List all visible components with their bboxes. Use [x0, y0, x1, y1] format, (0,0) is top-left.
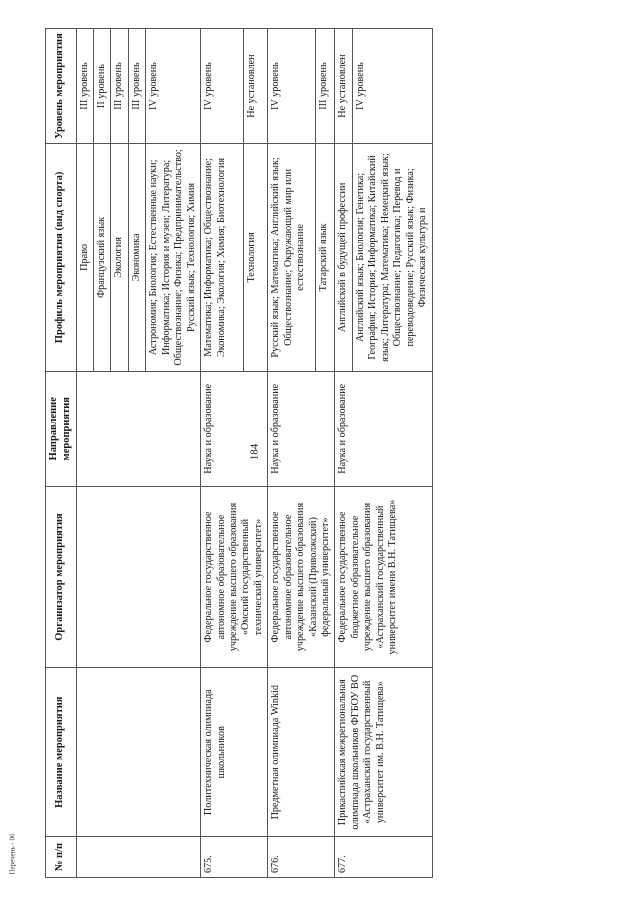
- level-cell: IV уровень: [352, 29, 432, 144]
- header-profile: Профиль мероприятия (вид спорта): [46, 144, 77, 372]
- event-name-cell: Предметная олимпиада Winkid: [268, 668, 335, 837]
- organizer-cell: Федеральное государственное автономное образовательное учреждение высшего образования «Казанский (Приволжский) федеральный университет»: [268, 486, 335, 668]
- profile-cell: Татарский язык: [315, 144, 335, 372]
- direction-cell: Наука и образование: [335, 371, 432, 486]
- level-cell: Не установлен: [335, 29, 352, 144]
- footer-note: Перечень - 06: [8, 833, 17, 875]
- page-number: 184: [248, 443, 261, 461]
- profile-cell: Астрономия; Биология; Естественные науки; Информатика; История и музеи; Литература; Обществознание; Физика; Предпринимательство; Русский язык; Технология; Химия: [146, 144, 201, 372]
- rotated-table-container: [45, 28, 615, 878]
- header-num: № п/п: [46, 837, 77, 878]
- table-header-row: [46, 29, 77, 878]
- profile-cell: Русский язык; Математика; Английский язык; Обществознание; Окружающий мир или естествознание: [268, 144, 316, 372]
- header-level: Уровень мероприятия: [46, 29, 77, 144]
- level-cell: II уровень: [94, 29, 111, 144]
- row-number: 677.: [335, 837, 432, 878]
- profile-cell: Технология: [243, 144, 268, 372]
- level-cell: IV уровень: [268, 29, 316, 144]
- profile-cell: Экономика: [128, 144, 145, 372]
- level-cell: III уровень: [76, 29, 93, 144]
- table-row: [335, 29, 352, 878]
- direction-cell: Наука и образование: [268, 371, 335, 486]
- row-number: 676.: [268, 837, 335, 878]
- event-name-cell: Прикаспийская межрегиональная олимпиада школьников ФГБОУ ВО «Астраханский государственный университет им. В.Н. Татищева»: [335, 668, 432, 837]
- direction-cell: Наука и образование: [201, 371, 268, 486]
- table-row: [201, 29, 243, 878]
- profile-cell: Право: [76, 144, 93, 372]
- level-cell: III уровень: [111, 29, 128, 144]
- header-name: Название мероприятия: [46, 668, 77, 837]
- profile-cell: Французский язык: [94, 144, 111, 372]
- profile-cell: Экология: [111, 144, 128, 372]
- profile-cell: Математика; Информатика; Обществознание; Экономика; Экология; Химия; Биотехнология: [201, 144, 243, 372]
- events-table: [45, 28, 433, 878]
- organizer-cell: Федеральное государственное бюджетное образовательное учреждение высшего образования «Астраханский государственный университет имени В.Н. Татищева»: [335, 486, 432, 668]
- profile-cell: Английский язык; Биология; Генетика; География; История; Информатика; Китайский язык; Литература; Математика; Немецкий язык; Обществознание; Педагогика; Перевод и переводоведение; Русский язык; Физика; Физическая культура и: [352, 144, 432, 372]
- row-number: 675.: [201, 837, 268, 878]
- organizer-cell: Федеральное государственное автономное образовательное учреждение высшего образования «Омский государственный технический университет»: [201, 486, 268, 668]
- event-name-cell: Политехническая олимпиада школьников: [201, 668, 268, 837]
- level-cell: III уровень: [315, 29, 335, 144]
- table-row: [268, 29, 316, 878]
- profile-cell: Английский в будущей профессии: [335, 144, 352, 372]
- header-direction: Направление мероприятия: [46, 371, 77, 486]
- level-cell: IV уровень: [146, 29, 201, 144]
- header-organizer: Организатор мероприятия: [46, 486, 77, 668]
- level-cell: III уровень: [128, 29, 145, 144]
- table-row: [76, 29, 93, 878]
- level-cell: Не установлен: [243, 29, 268, 144]
- level-cell: IV уровень: [201, 29, 243, 144]
